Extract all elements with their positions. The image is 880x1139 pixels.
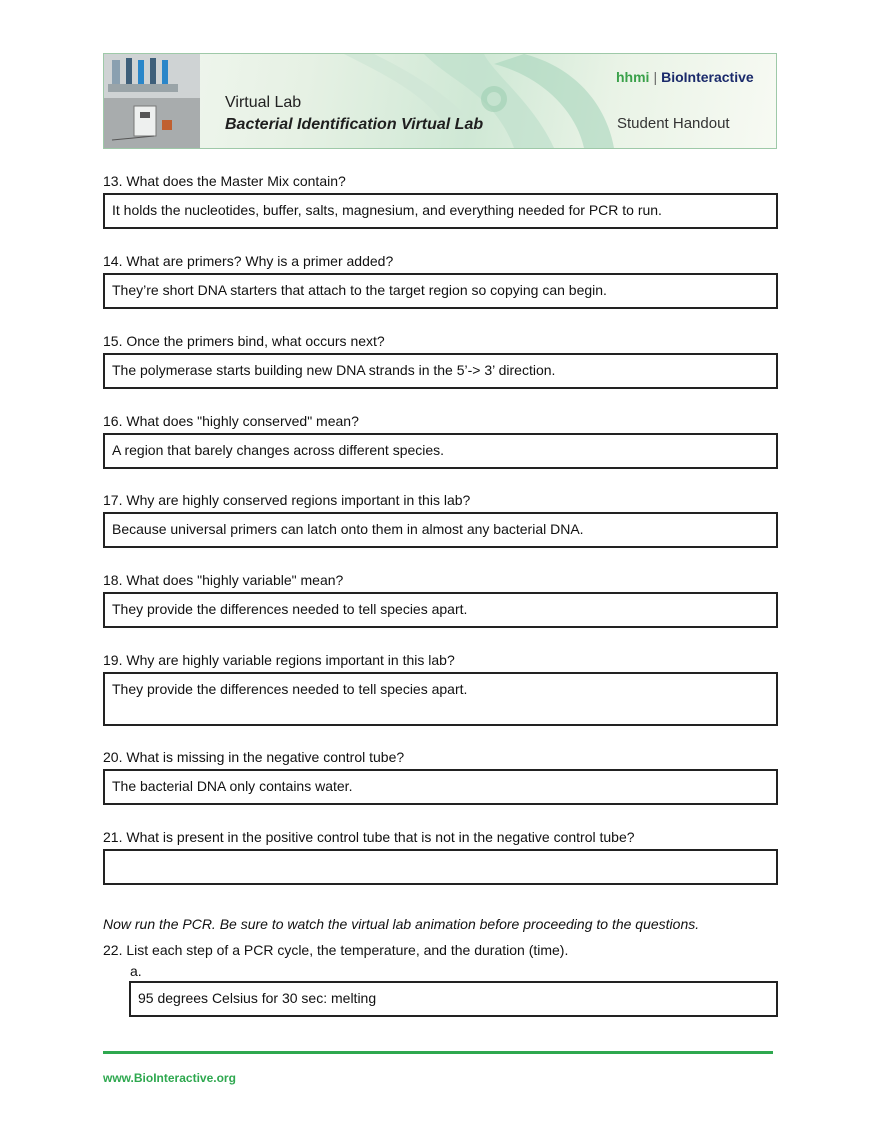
answer-box[interactable]: The polymerase starts building new DNA strands in the 5’-> 3’ direction. <box>103 353 778 389</box>
logo-hhmi: hhmi <box>616 69 650 85</box>
logo-brand: BioInteractive <box>661 69 754 85</box>
answer-box[interactable]: They provide the differences needed to tell species apart. <box>103 672 778 726</box>
footer-link[interactable]: www.BioInteractive.org <box>103 1071 236 1085</box>
question-text: 14. What are primers? Why is a primer added? <box>103 253 394 269</box>
student-handout-label: Student Handout <box>617 115 730 132</box>
question-text: 21. What is present in the positive control tube that is not in the negative control tube? <box>103 829 635 845</box>
lab-title: Bacterial Identification Virtual Lab <box>225 116 484 133</box>
question-21 <box>103 828 778 885</box>
question-text: 20. What is missing in the negative control tube? <box>103 749 405 765</box>
lab-equipment-image <box>104 54 200 148</box>
answer-box-22a[interactable]: 95 degrees Celsius for 30 sec: melting <box>129 981 778 1017</box>
hhmi-biointeractive-logo <box>616 69 754 85</box>
question-14 <box>103 252 778 309</box>
question-text: 17. Why are highly conserved regions important in this lab? <box>103 492 471 508</box>
instruction-note: Now run the PCR. Be sure to watch the virtual lab animation before proceeding to the questions. <box>103 916 700 932</box>
question-19 <box>103 651 778 726</box>
header-banner <box>103 53 777 149</box>
question-13 <box>103 172 778 229</box>
question-16 <box>103 412 778 469</box>
question-text: 19. Why are highly variable regions important in this lab? <box>103 652 455 668</box>
question-text: 16. What does "highly conserved" mean? <box>103 413 359 429</box>
answer-box[interactable]: Because universal primers can latch onto them in almost any bacterial DNA. <box>103 512 778 548</box>
logo-divider: | <box>653 69 658 85</box>
question-15 <box>103 332 778 389</box>
question-17 <box>103 491 778 548</box>
question-22-text: 22. List each step of a PCR cycle, the temperature, and the duration (time). <box>103 942 569 958</box>
question-text: 15. Once the primers bind, what occurs next? <box>103 333 385 349</box>
question-18 <box>103 571 778 628</box>
answer-box[interactable]: They provide the differences needed to tell species apart. <box>103 592 778 628</box>
answer-box[interactable]: It holds the nucleotides, buffer, salts, magnesium, and everything needed for PCR to run. <box>103 193 778 229</box>
question-text: 13. What does the Master Mix contain? <box>103 173 346 189</box>
sub-item-label: a. <box>130 963 142 979</box>
virtual-lab-label: Virtual Lab <box>225 94 302 111</box>
answer-box[interactable] <box>103 849 778 885</box>
footer-divider <box>103 1051 773 1054</box>
question-text: 18. What does "highly variable" mean? <box>103 572 344 588</box>
answer-box[interactable]: A region that barely changes across different species. <box>103 433 778 469</box>
answer-box[interactable]: They’re short DNA starters that attach to the target region so copying can begin. <box>103 273 778 309</box>
question-20 <box>103 748 778 805</box>
answer-box[interactable]: The bacterial DNA only contains water. <box>103 769 778 805</box>
